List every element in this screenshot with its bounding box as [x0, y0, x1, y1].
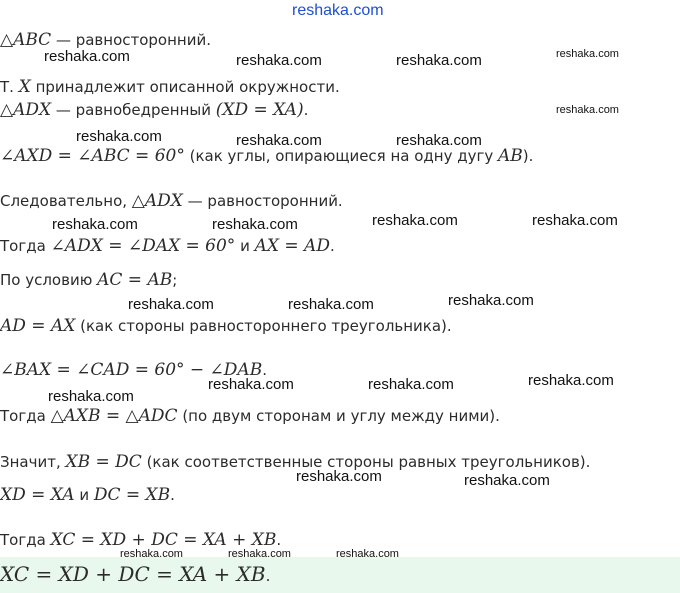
watermark: reshaka.com: [52, 216, 138, 233]
watermark: reshaka.com: [48, 388, 134, 405]
text-fragment: (по двум сторонам и углу между ними).: [177, 407, 500, 425]
text-fragment: и: [74, 486, 94, 504]
watermark: reshaka.com: [228, 548, 291, 560]
statement-line-10: [0, 406, 500, 426]
watermark: reshaka.com: [236, 132, 322, 149]
watermark: reshaka.com: [44, 48, 130, 65]
math-expression: (XD = XA): [215, 100, 304, 120]
text-fragment: .: [265, 567, 271, 585]
statement-line-7: [0, 270, 177, 290]
text-fragment: По условию: [0, 271, 98, 289]
math-expression: △ADX: [0, 100, 52, 120]
watermark: reshaka.com: [368, 376, 454, 393]
text-fragment: Тогда: [0, 237, 51, 255]
text-fragment: принадлежит описанной окружности.: [30, 78, 340, 96]
text-fragment: и: [235, 237, 255, 255]
text-fragment: Тогда: [0, 407, 51, 425]
statement-line-1: [0, 30, 211, 50]
watermark: reshaka.com: [212, 216, 298, 233]
math-expression: △AXB = △ADC: [50, 406, 178, 426]
watermark: reshaka.com: [372, 212, 458, 229]
math-expression: AX = AD: [254, 236, 330, 256]
watermark: reshaka.com: [448, 292, 534, 309]
text-fragment: Значит,: [0, 453, 66, 471]
watermark: reshaka.com: [396, 132, 482, 149]
math-expression: AD = AX: [0, 316, 76, 336]
watermark: reshaka.com: [208, 376, 294, 393]
answer-box: [0, 557, 680, 593]
statement-line-13: [0, 530, 281, 550]
math-expression: ∠ADX = ∠DAX = 60°: [50, 236, 236, 256]
math-expression: ∠BAX = ∠CAD = 60° − ∠DAB: [0, 360, 263, 380]
text-fragment: Следовательно,: [0, 192, 132, 210]
answer-line: [0, 564, 270, 586]
watermark: reshaka.com: [336, 548, 399, 560]
math-expression: AC = AB: [97, 270, 173, 290]
statement-line-12: [0, 485, 175, 505]
watermark: reshaka.com: [76, 128, 162, 145]
text-fragment: (как углы, опирающиеся на одну дугу: [184, 147, 499, 165]
text-fragment: .: [170, 486, 175, 504]
watermark: reshaka.com: [396, 52, 482, 69]
watermark: reshaka.com: [556, 104, 619, 116]
text-fragment: ).: [522, 147, 534, 165]
text-fragment: Т.: [0, 78, 19, 96]
site-logo[interactable]: reshaka.com: [292, 2, 384, 19]
watermark: reshaka.com: [556, 48, 619, 60]
text-fragment: .: [329, 237, 335, 255]
watermark: reshaka.com: [128, 296, 214, 313]
text-fragment: (как стороны равностороннего треугольника).: [75, 317, 452, 335]
math-expression: AB: [498, 146, 523, 166]
text-fragment: .: [262, 361, 267, 379]
watermark: reshaka.com: [288, 296, 374, 313]
answer-math: XC = XD + DC = XA + XB: [0, 562, 266, 586]
math-expression: DC = XB: [93, 485, 171, 505]
statement-line-8: [0, 316, 452, 336]
text-fragment: Тогда: [0, 531, 51, 549]
text-fragment: .: [276, 531, 282, 549]
text-fragment: — равнобедренный: [51, 101, 216, 119]
math-expression: XD = XA: [0, 485, 75, 505]
text-fragment: — равносторонний.: [51, 31, 211, 49]
watermark: reshaka.com: [528, 372, 614, 389]
math-expression: △ADX: [131, 191, 183, 211]
watermark: reshaka.com: [296, 468, 382, 485]
math-expression: ∠AXD = ∠ABC = 60°: [0, 146, 185, 166]
math-expression: XC = XD + DC = XA + XB: [50, 530, 277, 550]
watermark: reshaka.com: [464, 472, 550, 489]
math-expression: X: [18, 77, 31, 97]
statement-line-5: [0, 191, 343, 211]
watermark: reshaka.com: [532, 212, 618, 229]
text-fragment: (как соответственные стороны равных треугольников).: [141, 453, 591, 471]
watermark: reshaka.com: [120, 548, 183, 560]
statement-line-3: [0, 100, 308, 120]
statement-line-2: [0, 77, 340, 97]
watermark: reshaka.com: [236, 52, 322, 69]
statement-line-4: [0, 146, 533, 166]
text-fragment: ;: [172, 271, 178, 289]
math-expression: XB = DC: [65, 452, 142, 472]
text-fragment: — равносторонний.: [182, 192, 343, 210]
statement-line-6: [0, 236, 335, 256]
math-expression: △ABC: [0, 30, 52, 50]
text-fragment: .: [303, 101, 309, 119]
